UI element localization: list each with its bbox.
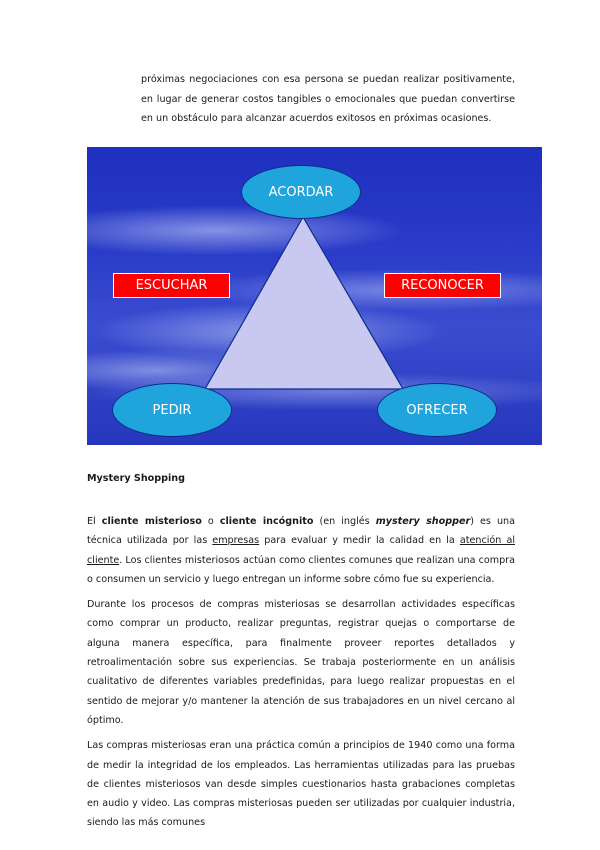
term-cliente-misterioso: cliente misterioso bbox=[101, 516, 202, 527]
p1-text-3: (en inglés bbox=[313, 516, 376, 527]
reconocer-box bbox=[384, 273, 501, 298]
p1-text-2: o bbox=[201, 516, 220, 527]
section-body bbox=[87, 512, 515, 839]
section-heading: Mystery Shopping bbox=[87, 473, 185, 484]
acordar-ellipse bbox=[241, 165, 361, 219]
escuchar-box bbox=[113, 273, 230, 298]
triangle-shape bbox=[205, 217, 403, 389]
intro-paragraph bbox=[141, 70, 515, 129]
p1-text-6: . Los clientes misteriosos actúan como clientes comunes que realizan una compra o consumen un servicio y luego entregan un informe sobre cómo fue su experiencia. bbox=[87, 554, 515, 585]
ofrecer-ellipse bbox=[377, 383, 497, 437]
term-cliente-incognito: cliente incógnito bbox=[219, 516, 314, 527]
paragraph-2: Durante los procesos de compras misteriosas se desarrollan actividades específicas como comprar un producto, realizar preguntas, registrar quejas o comportarse de alguna manera específica, para finalmente proveer reportes detallados y retroalimentación sobre sus experiencias. Se trabaja posteriormente en un análisis cualitativo de diferentes variables predefinidas, para luego realizar propuestas en el sentido de mejorar y/o mantener la atención de sus trabajadores en un nivel cercano al óptimo. bbox=[87, 599, 515, 726]
paragraph-1 bbox=[87, 512, 515, 589]
paragraph-3: Las compras misteriosas eran una práctica común a principios de 1940 como una forma de medir la integridad de los empleados. Las herramientas utilizadas para las pruebas de clientes misteriosos van desde simples cuestionarios hasta grabaciones completas en audio y video. Las compras misteriosas pueden ser utilizadas por cualquier industria, siendo las más comunes bbox=[87, 740, 515, 829]
pedir-ellipse bbox=[112, 383, 232, 437]
p1-text-4: ) es una técnica utilizada por las bbox=[87, 516, 516, 547]
acordar-label: ACORDAR bbox=[268, 184, 334, 200]
link-empresas[interactable]: empresas bbox=[212, 535, 260, 547]
ofrecer-label: OFRECER bbox=[406, 402, 468, 418]
link-atencion-al-cliente[interactable]: atención al cliente bbox=[87, 535, 515, 566]
term-mystery-shopper: mystery shopper bbox=[375, 516, 471, 527]
negotiation-diagram bbox=[87, 147, 542, 445]
intro-text: próximas negociaciones con esa persona se puedan realizar positivamente, en lugar de generar costos tangibles o emocionales que puedan convertirse en un obstáculo para alcanzar acuerdos exitosos en próximas ocasiones. bbox=[141, 74, 515, 124]
reconocer-label: RECONOCER bbox=[401, 278, 484, 293]
escuchar-label: ESCUCHAR bbox=[135, 278, 208, 293]
pedir-label: PEDIR bbox=[152, 402, 192, 418]
p1-text-1: El bbox=[87, 516, 102, 527]
p1-text-5: para evaluar y medir la calidad en la bbox=[259, 535, 460, 547]
